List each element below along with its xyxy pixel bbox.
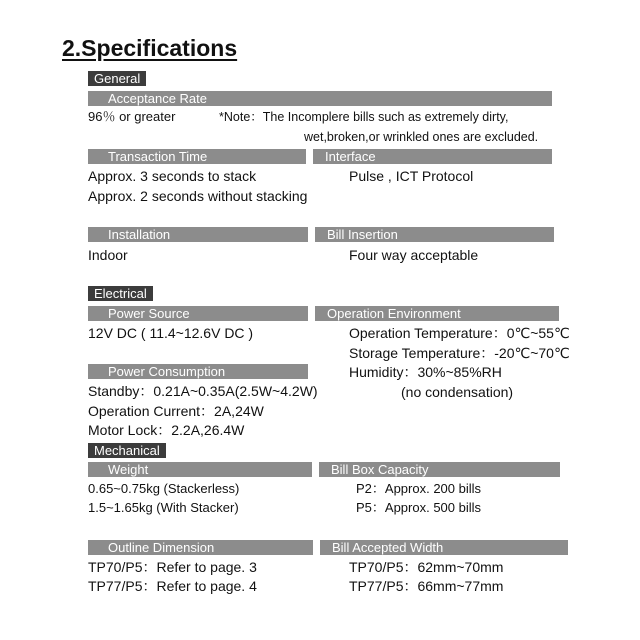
outline-dimension-line: TP70/P5：Refer to page. 3 (88, 559, 257, 575)
acceptance-rate-header: Acceptance Rate (88, 91, 552, 106)
bill-accepted-width-header: Bill Accepted Width (320, 540, 568, 555)
bill-insertion-value: Four way acceptable (349, 247, 479, 263)
bill-box-capacity-header: Bill Box Capacity (319, 462, 560, 477)
outline-dimension-line: TP77/P5：Refer to page. 4 (88, 578, 257, 594)
transaction-time-header: Transaction Time (88, 149, 306, 164)
bill-accepted-width-line: TP70/P5：62mm~70mm (349, 559, 504, 575)
humidity: Humidity：30%~85%RH (349, 364, 502, 380)
acceptance-note-line2: wet,broken,or wrinkled ones are excluded. (304, 130, 539, 144)
bill-accepted-width-line: TP77/P5：66mm~77mm (349, 578, 504, 594)
installation-header: Installation (88, 227, 308, 242)
power-source-value: 12V DC ( 11.4~12.6V DC ) (88, 325, 254, 341)
interface-value: Pulse , ICT Protocol (349, 168, 474, 184)
bill-box-capacity-line: P5：Approx. 500 bills (356, 500, 482, 515)
transaction-time-line: Approx. 2 seconds without stacking (88, 188, 308, 204)
storage-temperature: Storage Temperature：-20℃~70℃ (349, 345, 570, 361)
bill-box-capacity-line: P2：Approx. 200 bills (356, 481, 482, 496)
acceptance-note-line1: *Note：The Incomplere bills such as extremely dirty, (219, 110, 509, 124)
weight-header: Weight (88, 462, 312, 477)
power-source-header: Power Source (88, 306, 308, 321)
bill-insertion-header: Bill Insertion (315, 227, 554, 242)
interface-header: Interface (313, 149, 552, 164)
acceptance-rate-value: 96％ or greater (88, 109, 176, 124)
outline-dimension-header: Outline Dimension (88, 540, 313, 555)
section-mechanical: Mechanical (88, 443, 166, 458)
power-consumption-line: Motor Lock：2.2A,26.4W (88, 422, 245, 438)
operation-temperature: Operation Temperature：0℃~55℃ (349, 325, 570, 341)
operation-environment-header: Operation Environment (315, 306, 559, 321)
section-general: General (88, 71, 146, 86)
weight-line: 0.65~0.75kg (Stackerless) (88, 481, 240, 496)
weight-line: 1.5~1.65kg (With Stacker) (88, 500, 239, 515)
power-consumption-line: Standby：0.21A~0.35A(2.5W~4.2W) (88, 383, 318, 399)
page-title: 2.Specifications (62, 35, 238, 61)
section-electrical: Electrical (88, 286, 153, 301)
installation-value: Indoor (88, 247, 128, 263)
power-consumption-header: Power Consumption (88, 364, 308, 379)
humidity-note: (no condensation) (401, 384, 514, 400)
power-consumption-line: Operation Current：2A,24W (88, 403, 264, 419)
transaction-time-line: Approx. 3 seconds to stack (88, 168, 257, 184)
